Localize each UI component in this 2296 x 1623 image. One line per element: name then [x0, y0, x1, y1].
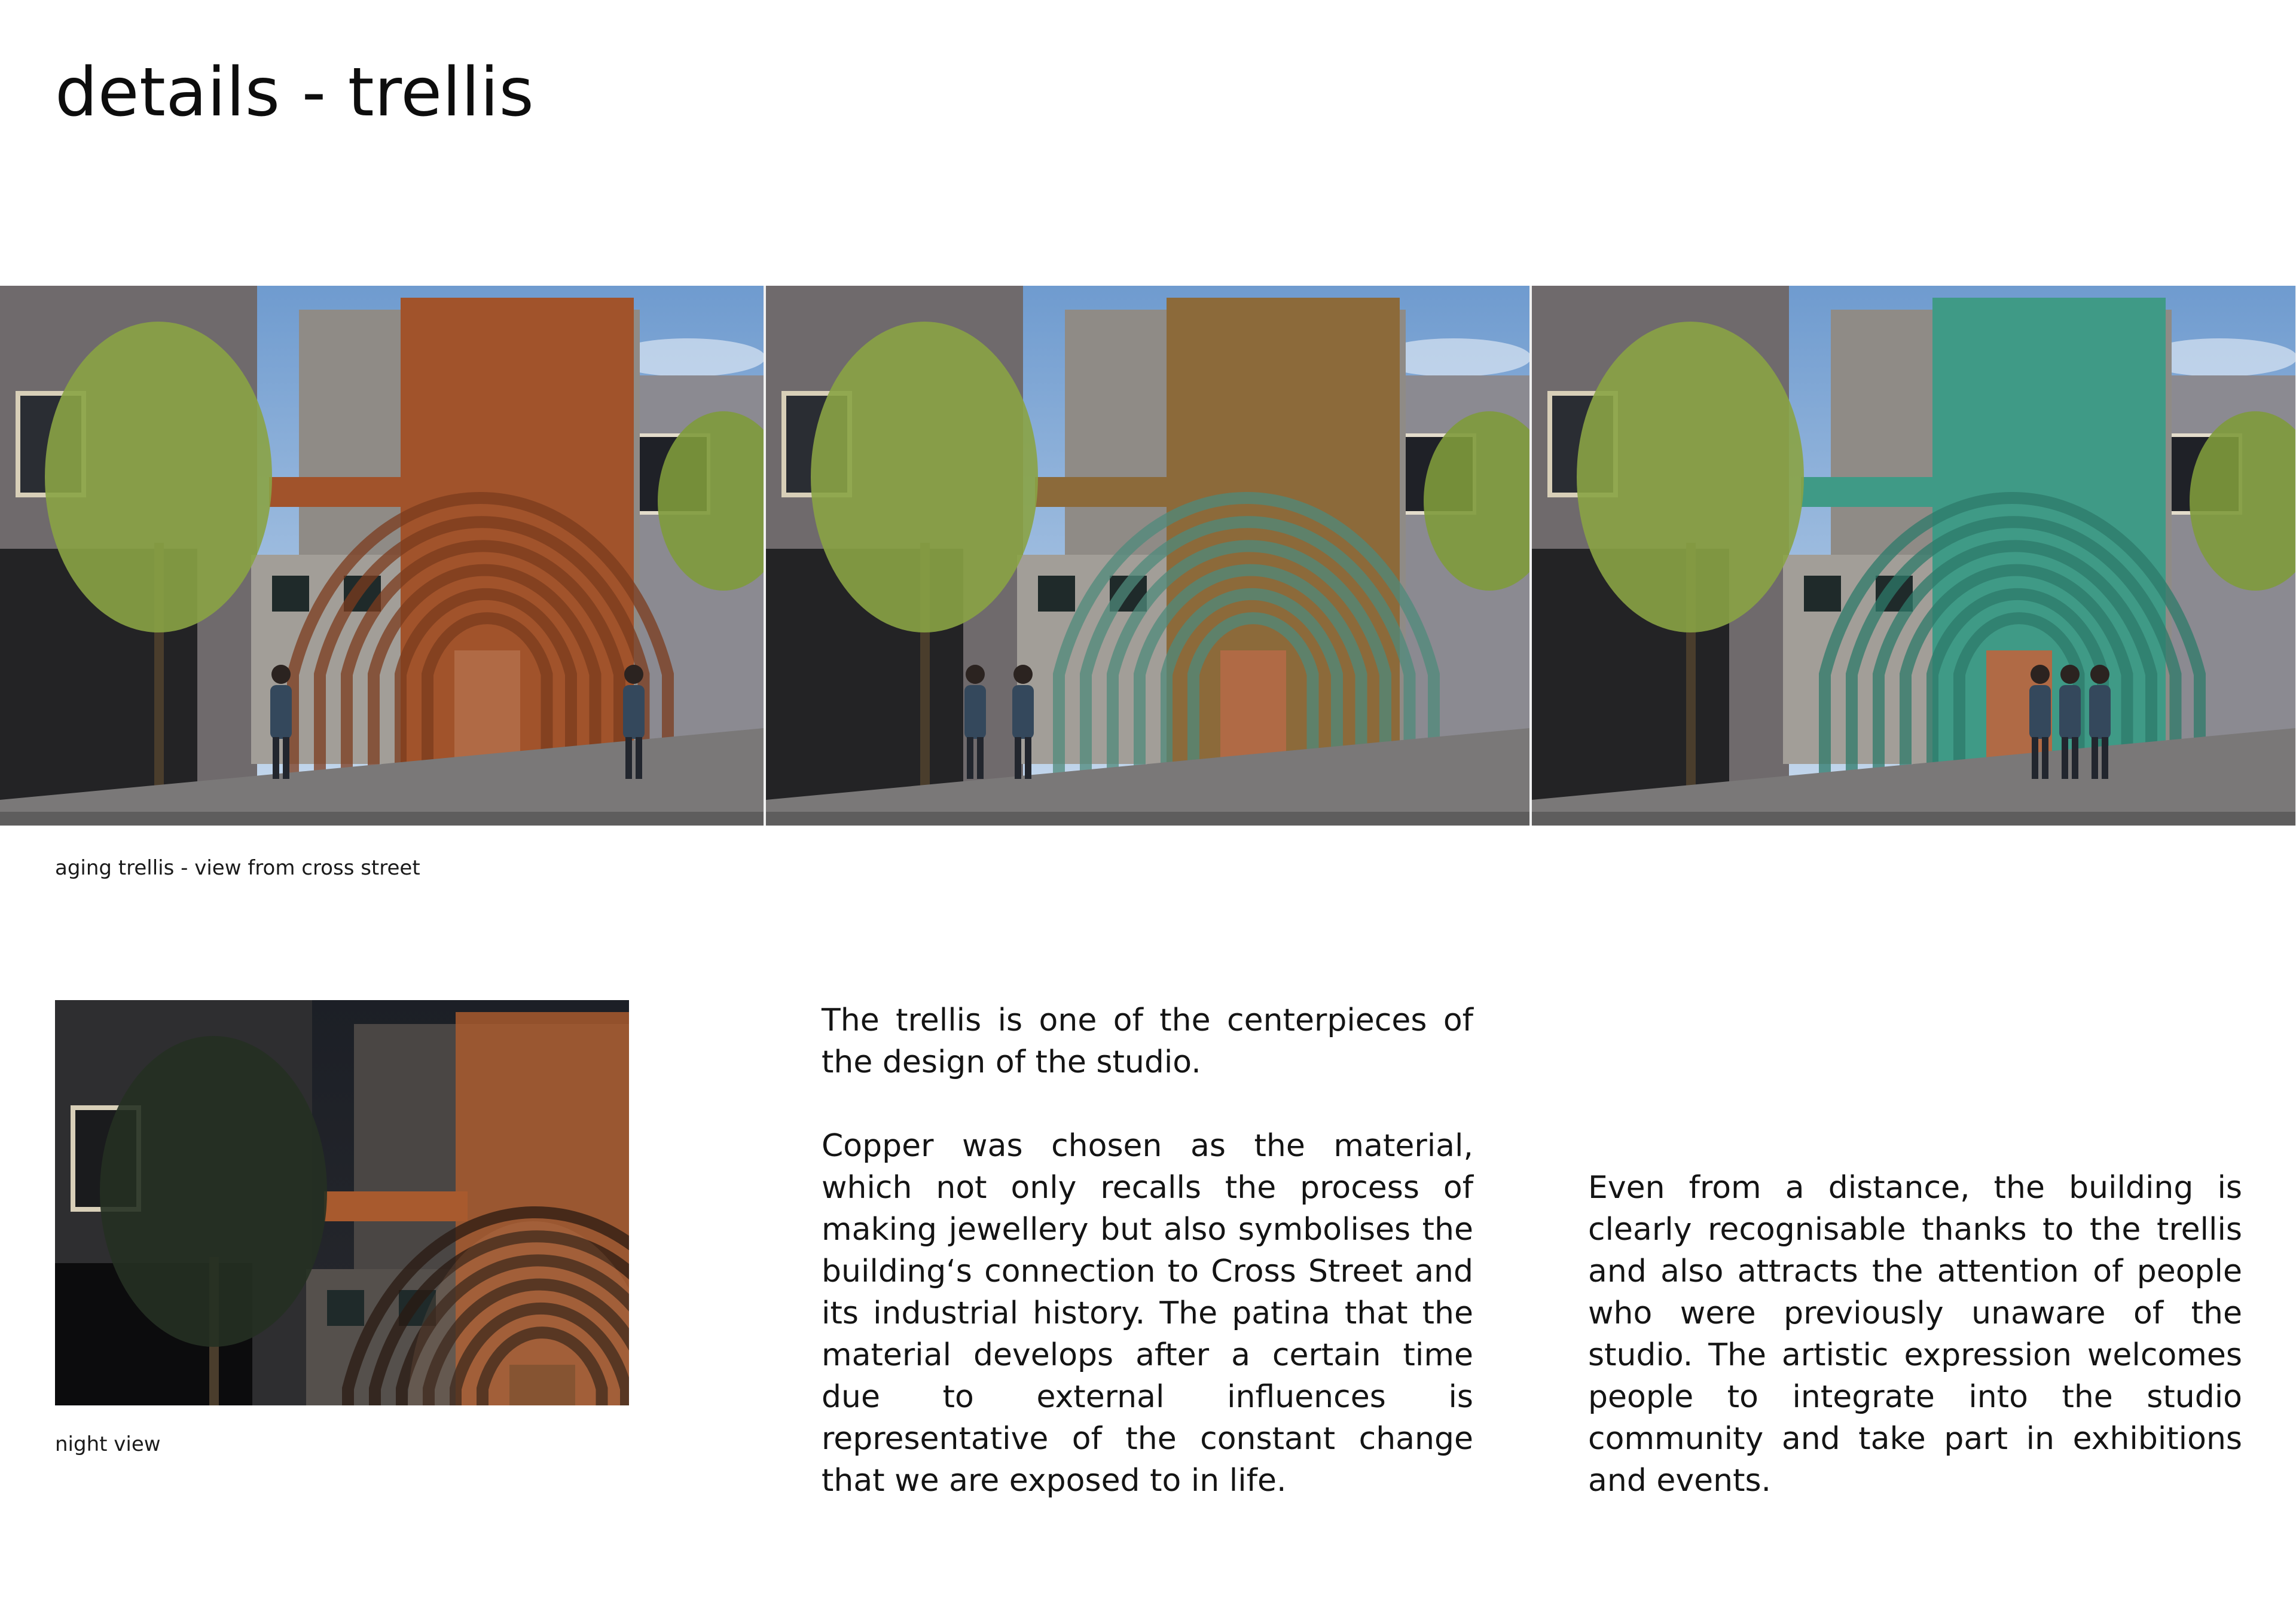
person-head — [2090, 665, 2109, 684]
window — [1804, 576, 1841, 612]
person-leg — [636, 737, 642, 779]
person-head — [2060, 665, 2080, 684]
person-body — [1012, 685, 1034, 739]
person-head — [1013, 665, 1033, 684]
tree-canopy — [100, 1036, 327, 1347]
tree-canopy — [1577, 322, 1804, 632]
person-head — [624, 665, 643, 684]
person-head — [2031, 665, 2050, 684]
render-panel-weathering-copper — [766, 286, 1529, 826]
aging-strip-caption: aging trellis - view from cross street — [55, 856, 420, 880]
person-head — [966, 665, 985, 684]
person-leg — [273, 737, 279, 779]
night-render — [55, 1000, 629, 1405]
road — [766, 812, 1529, 826]
person-leg — [625, 737, 632, 779]
paragraph-centerpiece: The trellis is one of the centerpieces of the design of the studio. — [822, 1002, 1473, 1080]
night-view-image — [55, 1000, 629, 1405]
person-leg — [2102, 737, 2108, 779]
aging-trellis-strip — [0, 286, 2296, 826]
person-leg — [2032, 737, 2038, 779]
tree-canopy — [811, 322, 1038, 632]
road — [1532, 812, 2295, 826]
page-title: details - trellis — [55, 54, 535, 132]
trellis-canopy — [1035, 477, 1178, 507]
window — [272, 576, 309, 612]
person-leg — [2062, 737, 2068, 779]
person-leg — [967, 737, 973, 779]
person-head — [271, 665, 291, 684]
person-body — [964, 685, 986, 739]
person-body — [623, 685, 645, 739]
window — [1038, 576, 1075, 612]
person-leg — [283, 737, 289, 779]
render-panel-new-copper — [0, 286, 764, 826]
description-text-right — [1588, 1167, 2242, 1502]
person-leg — [2072, 737, 2078, 779]
render-panel-patina-copper — [1532, 286, 2295, 826]
person-body — [2059, 685, 2081, 739]
person-leg — [1025, 737, 1031, 779]
window — [327, 1290, 364, 1326]
night-view-caption: night view — [55, 1432, 161, 1456]
trellis-canopy — [324, 1191, 468, 1221]
paragraph-copper-material: Copper was chosen as the material, which not only recalls the process of making jewellery but also symbolises the building‘s connection to Cross Street and its industrial history. The patina that the material develops after a certain time due to external influences is representative of the constant change that we are exposed to in life. — [822, 1128, 1473, 1499]
person-body — [270, 685, 292, 739]
person-leg — [1015, 737, 1021, 779]
person-leg — [2042, 737, 2048, 779]
person-leg — [2092, 737, 2098, 779]
tree-canopy — [45, 322, 272, 632]
trellis-canopy — [269, 477, 413, 507]
road — [0, 812, 764, 826]
trellis-canopy — [1801, 477, 1944, 507]
paragraph-recognisable: Even from a distance, the building is clearly recognisable thanks to the trellis and also attracts the attention of people who were previously unaware of the studio. The artistic expression welcomes people to integrate into the studio community and take part in exhibitions and events. — [1588, 1170, 2242, 1499]
description-text-middle — [822, 1000, 1473, 1502]
person-body — [2029, 685, 2051, 739]
person-body — [2089, 685, 2111, 739]
person-leg — [977, 737, 984, 779]
